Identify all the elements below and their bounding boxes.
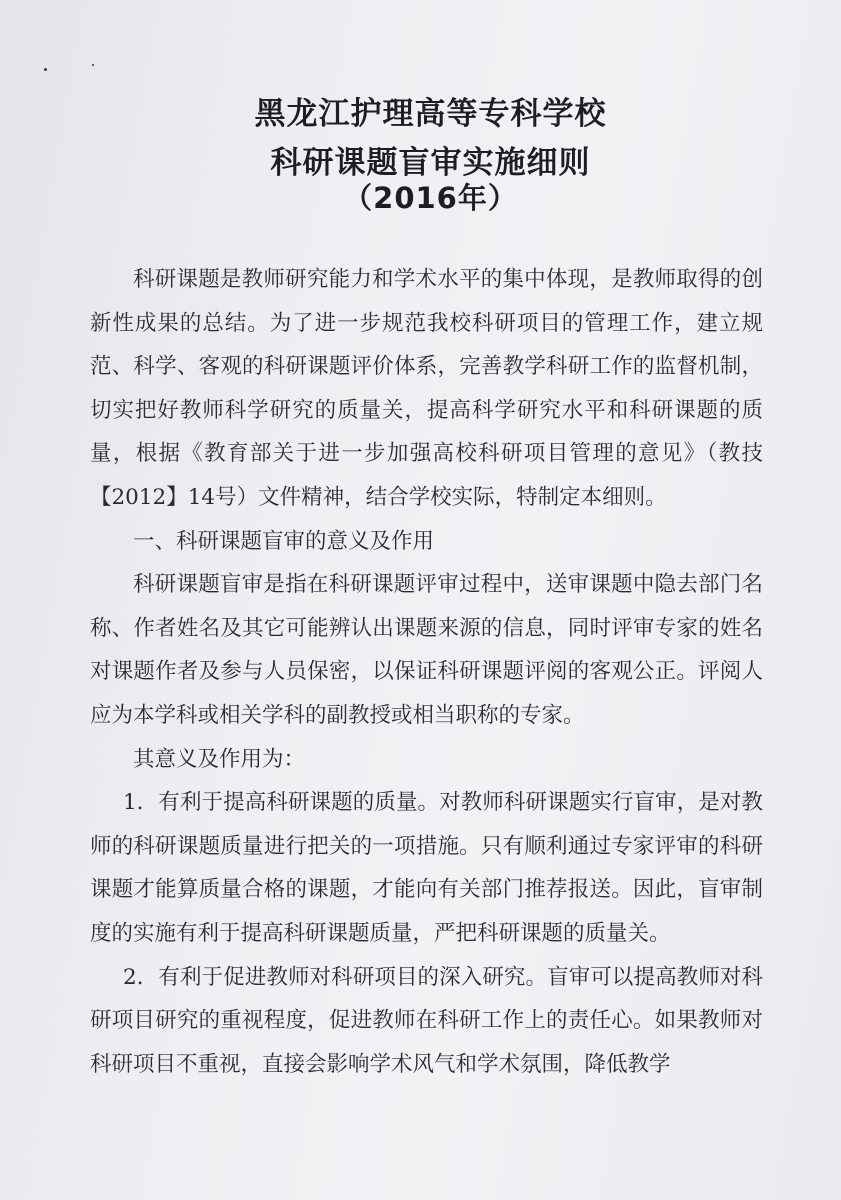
intro-paragraph: 科研课题是教师研究能力和学术水平的集中体现，是教师取得的创新性成果的总结。为了进一步规范我校科研项目的管理工作，建立规范、科学、客观的科研课题评价体系，完善教学科研工作的监督机制，切实把好教师科学研究的质量关，提高科学研究水平和科研课题的质量，根据《教育部关于进一步加强高校科研项目管理的意见》（教技【2012】14号）文件精神，结合学校实际，特制定本细则。 xyxy=(90,267,763,510)
document-title-rules: 科研课题盲审实施细则 xyxy=(270,145,591,181)
significance-intro: 其意义及作用为： xyxy=(133,746,306,772)
section-paragraph: 科研课题盲审是指在科研课题评审过程中，送审课题中隐去部门名称、作者姓名及其它可能辨认出课题来源的信息，同时评审专家的姓名对课题作者及参与人员保密，以保证科研课题评阅的客观公正。评阅人应为本学科或相关学科的副教授或相当职称的专家。 xyxy=(90,572,763,728)
section-heading: 一、科研课题盲审的意义及作用 xyxy=(133,528,435,554)
paper-speck xyxy=(92,64,94,66)
list-item-1: 1．有利于提高科研课题的质量。对教师科研课题实行盲审，是对教师的科研课题质量进行把关的一项措施。只有顺利通过专家评审的科研课题才能算质量合格的课题，才能向有关部门推荐报送。因此，盲审制度的实施有利于提高科研课题质量，严把科研课题的质量关。 xyxy=(90,790,763,946)
document-title-school: 黑龙江护理高等专科学校 xyxy=(254,96,607,132)
document-body xyxy=(90,258,763,1086)
paper-speck xyxy=(44,68,47,71)
list-item-2: 2．有利于促进教师对科研项目的深入研究。盲审可以提高教师对科研项目研究的重视程度，促进教师在科研工作上的责任心。如果教师对科研项目不重视，直接会影响学术风气和学术氛围，降低教学 xyxy=(90,964,763,1077)
document-title-year: （2016年） xyxy=(343,181,518,215)
